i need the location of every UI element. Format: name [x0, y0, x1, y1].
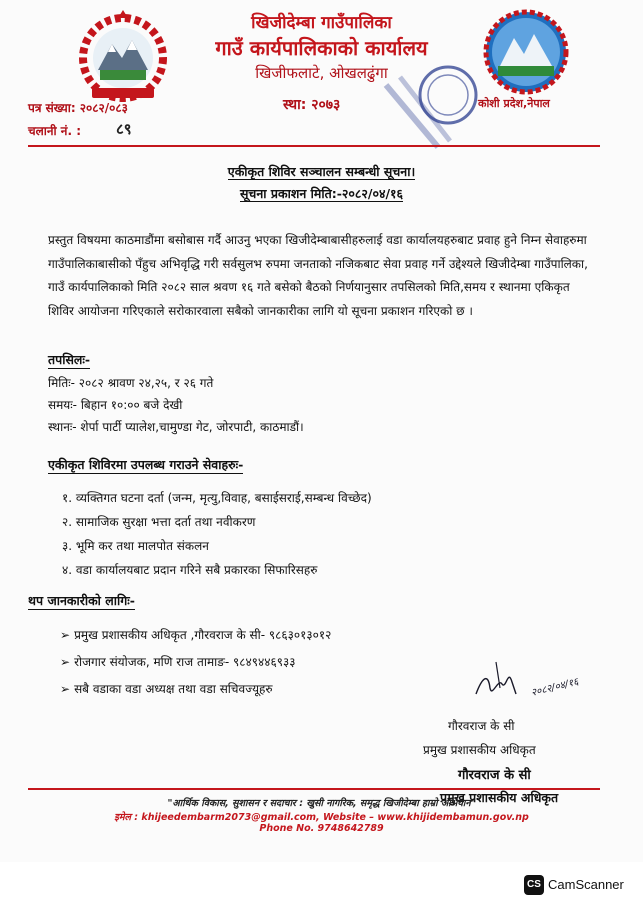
office-name: गाउँ कार्यपालिकाको कार्यालय [215, 36, 428, 60]
stamp-designation: प्रमुख प्रशासकीय अधिकृत [440, 790, 559, 805]
services-heading: एकीकृत शिविरमा उपलब्ध गराउने सेवाहरुः- [48, 457, 244, 472]
contact-item: ➢ सबै वडाका वडा अध्यक्ष तथा वडा सचिवज्यूहरु [60, 682, 273, 696]
dispatch-number-label: चलानी नं. : [28, 124, 82, 138]
camp-date: मितिः- २०८२ श्रावण २४,२५, र २६ गते [48, 376, 214, 390]
province-name: कोशी प्रदेश,नेपाल [478, 97, 550, 110]
footer-divider [28, 788, 600, 790]
footer-phone: Phone No. 9748642789 [259, 823, 384, 834]
dispatch-number-value: ८९ [116, 120, 132, 138]
signatory-name: गौरवराज के सी [448, 719, 515, 733]
header-divider [28, 145, 600, 147]
service-item: २. सामाजिक सुरक्षा भत्ता दर्ता तथा नवीकरण [62, 515, 256, 529]
established-year: स्था: २०७३ [283, 97, 341, 113]
municipality-name: खिजीदेम्बा गाउँपालिका [251, 13, 392, 33]
footer-slogan: "आर्थिक विकास, सुशासन र सदाचार : खुसी नागरिक, समृद्ध खिजीदेम्बा हाम्रो अभियान" [167, 798, 476, 809]
contacts-heading: थप जानकारीको लागिः- [28, 593, 135, 608]
office-stamp-icon [378, 55, 488, 155]
signatory-designation: प्रमुख प्रशासकीय अधिकृत [423, 743, 536, 757]
arrow-bullet-icon: ➢ [60, 682, 71, 696]
notice-paragraph: प्रस्तुत विषयमा काठमाडौंमा बसोबास गर्दै आउनु भएका खिजीदेम्बाबासीहरुलाई वडा कार्यालयहरुबाट प्रवाह हुने निम्न सेवाहरुमा गाउँपालिकाबासीको पँहुच अभिवृद्धि गरी सर्वसुलभ रुपमा जनताको नजिकबाट सेवा प्रवाह गर्ने उद्देश्यले खिजीदेम्बा गाउँपालिका, गाउँ कार्यपालिकाको मिति २०८२ साल श्रवण १६ गते बसेको बैठको निर्णयानुसार तपसिलको मिति,समय र स्थानमा एकिकृत शिविर आयोजना गरिएकाले सरोकारवाला सबैको जानकारीका लागि यो सूचना प्रकाशन गरिएको छ । [48, 233, 588, 318]
service-item: ३. भूमि कर तथा मालपोत संकलन [62, 539, 209, 553]
arrow-bullet-icon: ➢ [60, 655, 71, 669]
footer-contact: इमेल : khijeedembarm2073@gmail.com, Website – www.khijidembamun.gov.np [114, 812, 529, 823]
camp-time: समयः- बिहान १०:०० बजे देखी [48, 398, 183, 412]
camscanner-logo-icon: CS [524, 875, 544, 895]
camp-venue: स्थानः- शेर्पा पार्टी प्यालेश,चामुण्डा गेट, जोरपाटी, काठमाडौं। [48, 420, 304, 434]
stamp-name: गौरवराज के सी [458, 768, 531, 783]
notice-date: सूचना प्रकाशन मिति:-२०८२/०४/१६ [239, 186, 404, 201]
service-item: ४. वडा कार्यालयबाट प्रदान गरिने सबै प्रकारका सिफारिसहरु [62, 563, 318, 577]
contact-item: ➢ प्रमुख प्रशासकीय अधिकृत ,गौरवराज के सी- ९८६३०१३०१२ [60, 628, 332, 642]
signature-date: २०८२/०४/१६ [530, 676, 580, 699]
handwritten-signature-icon [472, 658, 592, 708]
service-item: १. व्यक्तिगत घटना दर्ता (जन्म, मृत्यु,विवाह, बसाईसराई,सम्बन्ध विच्छेद) [62, 491, 372, 505]
reference-number: पत्र संख्या: २०८२/०८३ [28, 101, 128, 115]
office-address: खिजीफलाटे, ओखलढुंगा [255, 64, 388, 82]
details-heading: तपसिलः- [48, 352, 91, 367]
notice-title: एकीकृत शिविर सञ्चालन सम्बन्धी सूचना। [227, 164, 416, 179]
arrow-bullet-icon: ➢ [60, 628, 71, 642]
camscanner-label: CamScanner [548, 877, 624, 892]
contact-item: ➢ रोजगार संयोजक, मणि राज तामाङ- ९८४९४४६९३३ [60, 655, 296, 669]
